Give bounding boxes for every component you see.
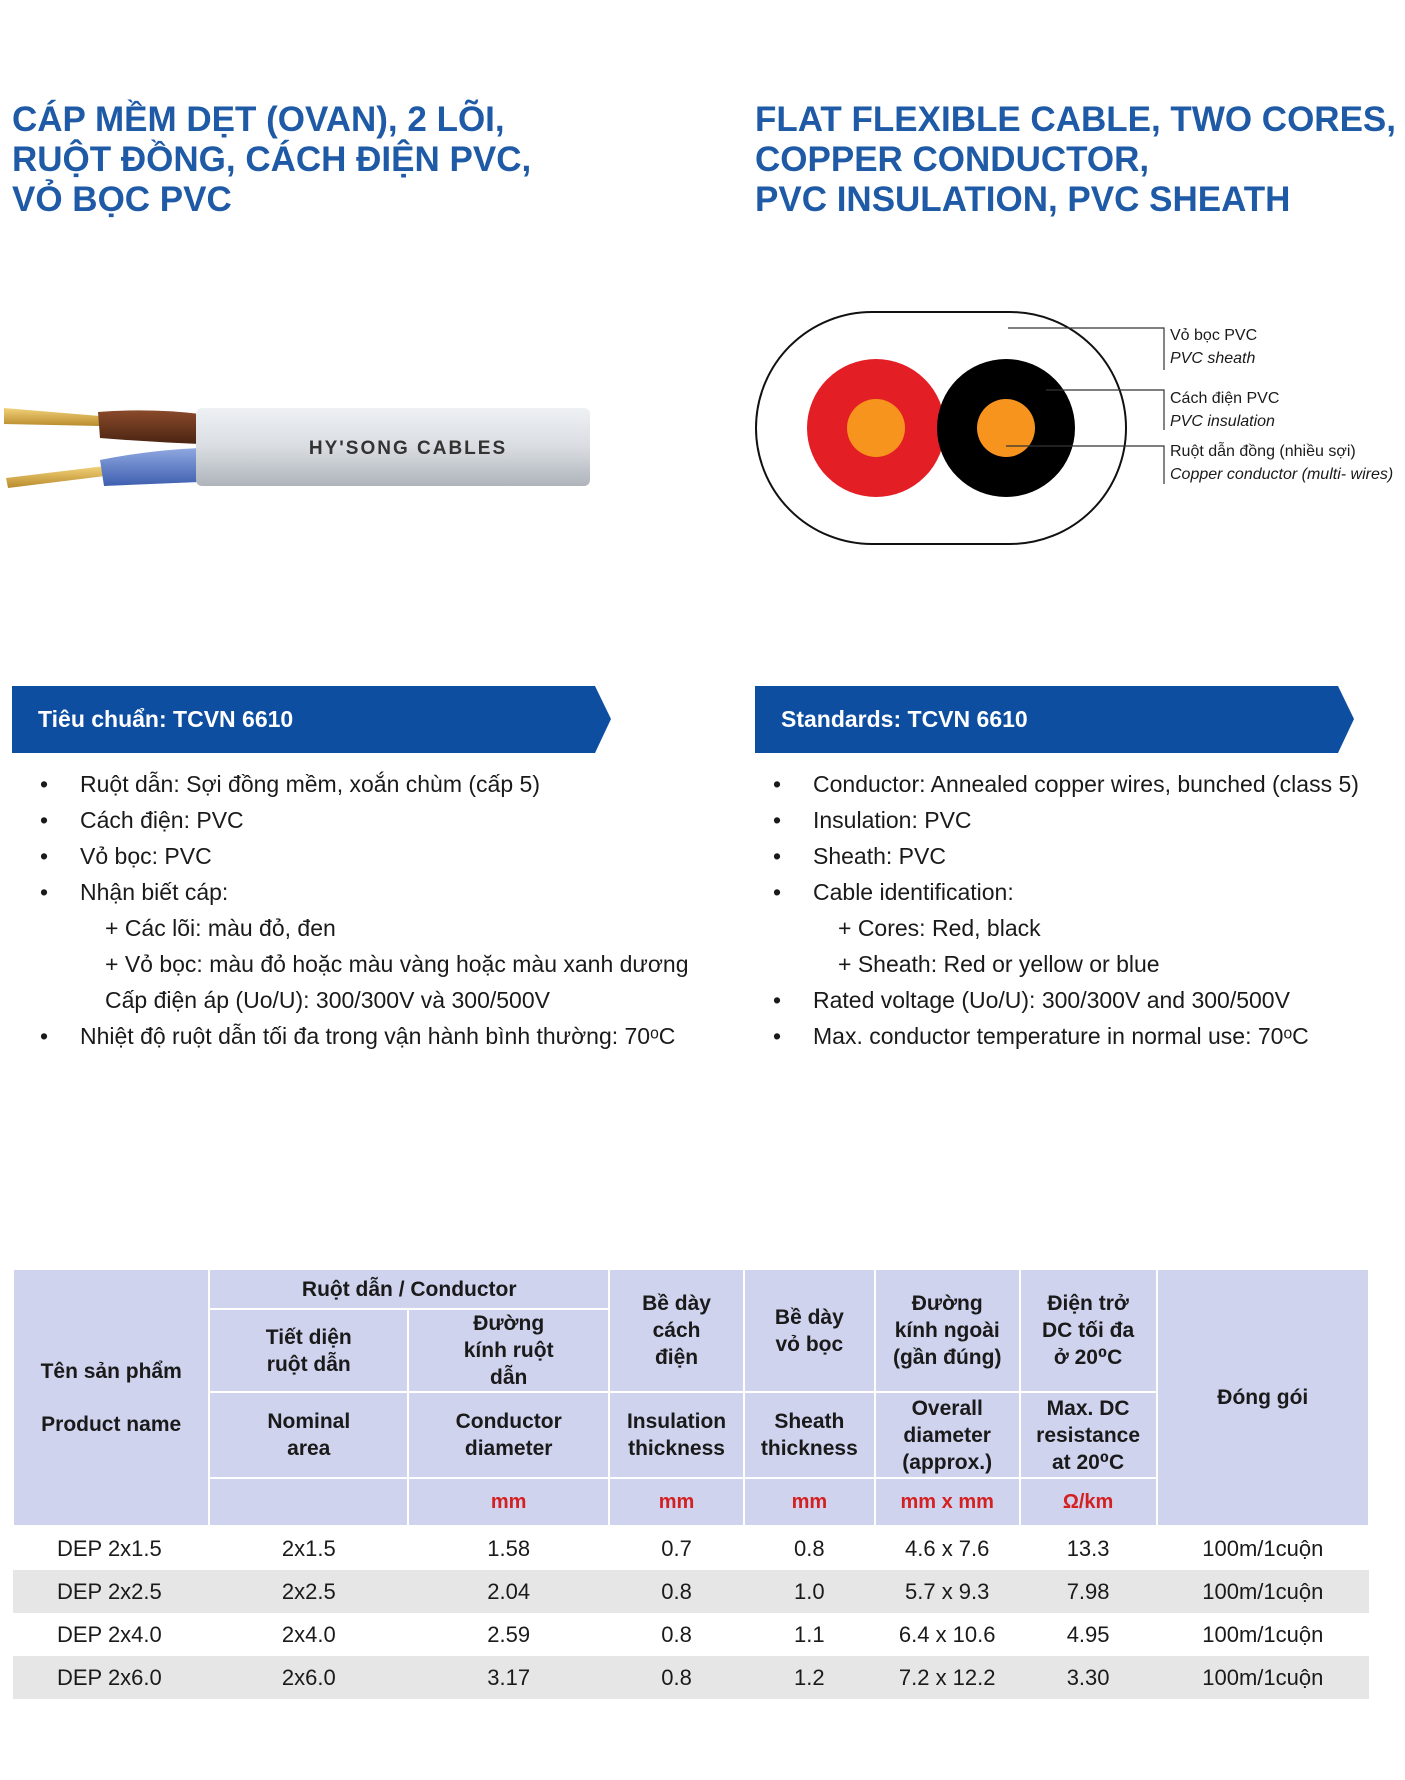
spec-en-item [773, 1018, 1405, 1054]
cell-sheath: 1.0 [744, 1570, 875, 1613]
label-conductor-vi: Ruột dẫn đồng (nhiều sợi) [1170, 443, 1356, 460]
cell-product: DEP 2x2.5 [13, 1570, 209, 1613]
header-insulation-vi: Bề dày cách điện [609, 1269, 744, 1392]
cell-resistance: 13.3 [1066, 1535, 1110, 1561]
cell-conductor-diameter: 2.04 [408, 1570, 609, 1613]
spec-vi-item-text: Cách điện: PVC [80, 807, 244, 833]
cell-area: 2x2.5 [209, 1570, 408, 1613]
cell-overall-diameter: 6.4 x 10.6 [898, 1621, 996, 1647]
label-conductor-en: Copper conductor (multi- wires) [1170, 466, 1394, 483]
spec-vi-item-text: + Vỏ bọc: màu đỏ hoặc màu vàng hoặc màu xanh dương [105, 951, 689, 977]
bullet-icon: • [773, 843, 782, 869]
cell-resistance: 7.98 [1020, 1570, 1157, 1613]
spec-en-item-text: + Sheath: Red or yellow or blue [838, 951, 1160, 977]
bullet-icon: • [40, 879, 49, 905]
spec-en-item-text: Insulation: PVC [813, 807, 972, 833]
cell-insulation: 0.8 [609, 1656, 744, 1699]
spec-en-item [773, 946, 1405, 982]
spec-vi-item-text: Ruột dẫn: Sợi đồng mềm, xoắn chùm (cấp 5) [80, 771, 540, 797]
cell-conductor-diameter: 3.17 [408, 1656, 609, 1699]
cell-area: 2x1.5 [281, 1535, 336, 1561]
title-vi-line-2: RUỘT ĐỒNG, CÁCH ĐIỆN PVC, [12, 140, 532, 179]
cell-insulation: 0.7 [661, 1535, 692, 1561]
spec-vi-item [40, 946, 690, 982]
specs-list-vi [40, 766, 690, 1054]
spec-en-item [773, 838, 1405, 874]
cell-packing: 100m/1cuộn [1157, 1570, 1369, 1613]
cable-spec-table [12, 1268, 1370, 1699]
cell-resistance: 3.30 [1020, 1656, 1157, 1699]
conductor-1 [847, 399, 905, 457]
spec-vi-item [40, 1018, 690, 1054]
specs-list-en [773, 766, 1405, 1054]
cell-sheath: 1.1 [794, 1621, 825, 1647]
header-product-vi: Tên sản phẩm [40, 1359, 182, 1383]
header-res-vi: Điện trở DC tối đa ở 20⁰C [1020, 1269, 1157, 1392]
spec-vi-item-text: Nhiệt độ ruột dẫn tối đa trong vận hành bình thường: 70ᵒC [80, 1023, 676, 1049]
brown-core [98, 410, 200, 444]
bullet-icon: • [773, 1023, 782, 1049]
header-packing: Đóng gói [1157, 1269, 1369, 1526]
spec-en-item [773, 982, 1405, 1018]
header-sheath-en: Sheath thickness [744, 1392, 875, 1478]
spec-en-item-text: Conductor: Annealed copper wires, bunched (class 5) [813, 771, 1359, 797]
header-product-en: Product name [41, 1412, 182, 1436]
cell-packing: 100m/1cuộn [1157, 1656, 1369, 1699]
bullet-icon: • [773, 987, 782, 1013]
cell-product: DEP 2x4.0 [57, 1621, 162, 1647]
header-res-en: Max. DC resistance at 20⁰C [1020, 1392, 1157, 1478]
bullet-icon: • [40, 843, 49, 869]
table-row [13, 1570, 1369, 1613]
spec-en-item [773, 874, 1405, 910]
header-unit-area [209, 1478, 408, 1526]
table-row [13, 1656, 1369, 1699]
unit-od: mm x mm [875, 1478, 1020, 1526]
bullet-icon: • [40, 807, 49, 833]
unit-res: Ω/km [1020, 1478, 1157, 1526]
spec-vi-item [40, 838, 690, 874]
table-row [13, 1613, 1369, 1656]
spec-vi-item-text: Vỏ bọc: PVC [80, 843, 212, 869]
title-vi-line-1: CÁP MỀM DẸT (OVAN), 2 LÕI, [12, 100, 505, 139]
cell-overall-diameter: 4.6 x 7.6 [905, 1535, 990, 1561]
spec-en-item [773, 910, 1405, 946]
spec-en-item-text: Sheath: PVC [813, 843, 946, 869]
spec-vi-item [40, 766, 690, 802]
label-sheath-vi: Vỏ bọc PVC [1170, 327, 1258, 344]
unit-cdia: mm [408, 1478, 609, 1526]
standards-banner-vi [12, 686, 612, 753]
cell-product: DEP 2x1.5 [57, 1535, 162, 1561]
spec-vi-item-text: + Các lõi: màu đỏ, đen [105, 915, 336, 941]
bullet-icon: • [773, 807, 782, 833]
title-en-line-2: COPPER CONDUCTOR, [755, 140, 1150, 179]
label-sheath-en: PVC sheath [1170, 350, 1256, 367]
spec-en-item [773, 802, 1405, 838]
title-vietnamese [12, 100, 531, 220]
cell-insulation: 0.8 [661, 1621, 692, 1647]
cable-cross-section-diagram [750, 300, 1405, 560]
spec-vi-item-text: Cấp điện áp (Uo/U): 300/300V và 300/500V [105, 987, 550, 1013]
standards-text-en: Standards: TCVN 6610 [781, 706, 1028, 732]
standards-banner-en [755, 686, 1355, 753]
unit-sheath: mm [744, 1478, 875, 1526]
spec-vi-item [40, 802, 690, 838]
header-area-vi: Tiết diện ruột dẫn [209, 1309, 408, 1392]
header-insulation-en: Insulation thickness [609, 1392, 744, 1478]
conductor-2 [977, 399, 1035, 457]
cell-packing: 100m/1cuộn [1202, 1535, 1324, 1561]
cell-packing: 100m/1cuộn [1202, 1621, 1324, 1647]
header-sheath-vi: Bề dày vỏ bọc [744, 1269, 875, 1392]
table-row [13, 1526, 1369, 1570]
header-cdia-vi: Đường kính ruột dẫn [408, 1309, 609, 1392]
title-en-line-3: PVC INSULATION, PVC SHEATH [755, 180, 1291, 219]
spec-en-item-text: Rated voltage (Uo/U): 300/300V and 300/500V [813, 987, 1290, 1013]
blue-core [100, 448, 200, 486]
title-vi-line-3: VỎ BỌC PVC [12, 180, 232, 219]
header-od-en: Overall diameter (approx.) [875, 1392, 1020, 1478]
spec-vi-item [40, 982, 690, 1018]
cable-photo [0, 390, 600, 510]
cable-brand-text: HY'SONG CABLES [308, 438, 508, 459]
bullet-icon: • [40, 771, 49, 797]
unit-insulation: mm [609, 1478, 744, 1526]
title-en-line-1: FLAT FLEXIBLE CABLE, TWO CORES, [755, 100, 1396, 139]
spec-en-item-text: + Cores: Red, black [838, 915, 1041, 941]
label-insulation-en: PVC insulation [1170, 413, 1275, 430]
header-product [13, 1269, 209, 1526]
cell-resistance: 4.95 [1066, 1621, 1110, 1647]
copper-strands-bottom [6, 466, 105, 488]
cell-sheath: 1.2 [744, 1656, 875, 1699]
header-od-vi: Đường kính ngoài (gần đúng) [875, 1269, 1020, 1392]
bullet-icon: • [773, 771, 782, 797]
cell-conductor-diameter: 2.59 [487, 1621, 531, 1647]
standards-text-vi: Tiêu chuẩn: TCVN 6610 [38, 706, 294, 732]
spec-vi-item [40, 910, 690, 946]
cell-area: 2x6.0 [209, 1656, 408, 1699]
bullet-icon: • [40, 1023, 49, 1049]
title-english [755, 100, 1396, 220]
bullet-icon: • [773, 879, 782, 905]
cell-overall-diameter: 7.2 x 12.2 [875, 1656, 1020, 1699]
spec-en-item-text: Max. conductor temperature in normal use: 70ᵒC [813, 1023, 1309, 1049]
spec-vi-item-text: Nhận biết cáp: [80, 879, 229, 905]
spec-en-item [773, 766, 1405, 802]
header-cdia-en: Conductor diameter [408, 1392, 609, 1478]
cell-insulation: 0.8 [609, 1570, 744, 1613]
cell-product: DEP 2x6.0 [13, 1656, 209, 1699]
spec-vi-item [40, 874, 690, 910]
cell-overall-diameter: 5.7 x 9.3 [875, 1570, 1020, 1613]
header-area-en: Nominal area [209, 1392, 408, 1478]
copper-strands-top [4, 408, 100, 426]
spec-en-item-text: Cable identification: [813, 879, 1014, 905]
header-conductor-group: Ruột dẫn / Conductor [209, 1269, 609, 1309]
cell-sheath: 0.8 [794, 1535, 825, 1561]
cell-conductor-diameter: 1.58 [487, 1535, 531, 1561]
cell-area: 2x4.0 [281, 1621, 336, 1647]
table-body [13, 1526, 1369, 1699]
label-insulation-vi: Cách điện PVC [1170, 390, 1280, 407]
